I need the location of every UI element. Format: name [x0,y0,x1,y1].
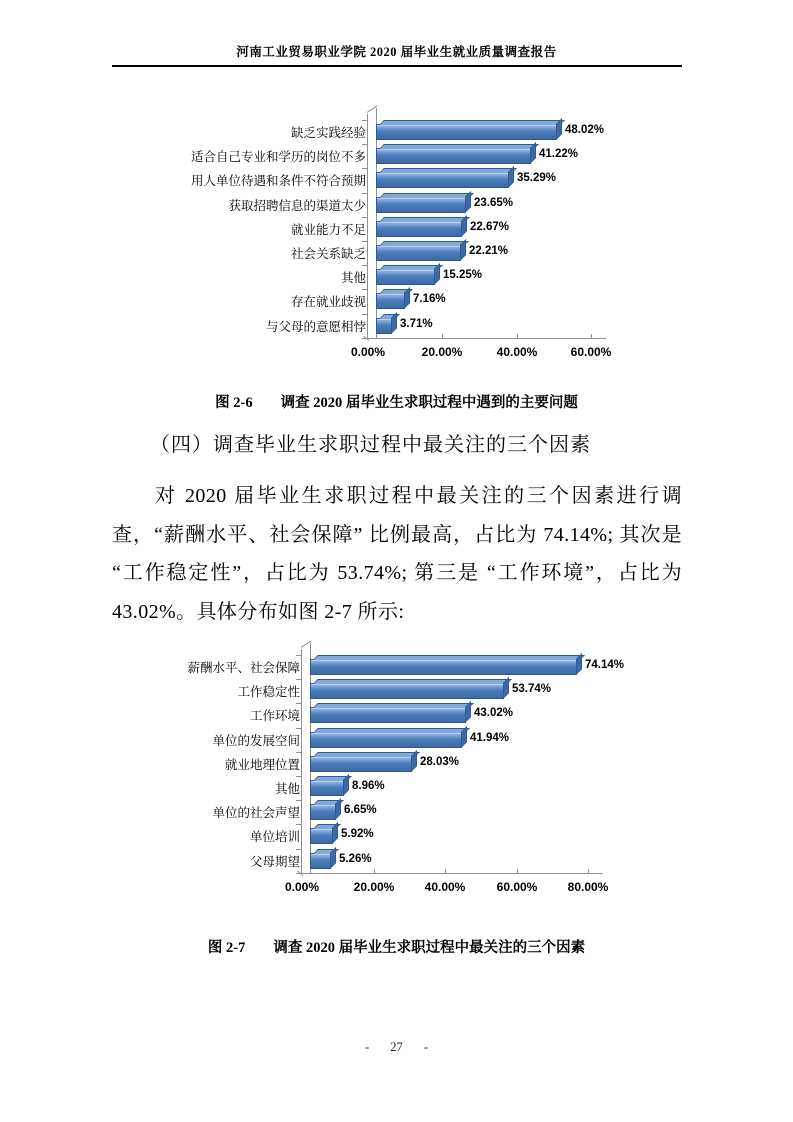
value-label: 3.71% [400,317,433,330]
category-label: 薪酬水平、社会保障 [187,661,300,676]
data-bar [376,172,509,188]
category-axis-line [367,114,368,338]
category-tick [362,120,367,121]
category-tick [296,728,301,729]
category-label: 适合自己专业和学历的岗位不多 [190,150,366,165]
category-tick [296,679,301,680]
category-tick [296,655,301,656]
x-axis-tick [517,869,518,873]
value-label: 8.96% [352,780,385,792]
category-label: 社会关系缺乏 [290,247,366,262]
figure-2-7-title: 调查 2020 届毕业生求职过程中最关注的三个因素 [273,940,586,956]
value-label: 35.29% [517,172,557,185]
value-label: 5.92% [341,828,374,841]
data-bar [376,293,405,309]
x-axis-tick [374,869,375,873]
x-tick-label: 60.00% [570,344,612,359]
data-bar [376,197,466,213]
category-axis-labels [168,120,366,338]
header-rule [112,65,682,67]
category-label: 就业地理位置 [224,757,300,772]
data-bar [376,148,531,164]
value-label: 5.26% [339,852,372,865]
category-label: 用人单位待遇和条件不符合预期 [190,174,366,189]
x-tick-label: 80.00% [567,879,609,894]
category-label: 单位的社会声望 [212,806,300,821]
category-tick [296,752,301,753]
figure-2-7-caption [0,936,793,957]
value-label: 43.02% [474,707,514,720]
data-bar [310,828,333,844]
value-label: 48.02% [565,124,605,136]
x-tick-label: 0.00% [284,879,320,894]
value-label: 15.25% [443,269,483,282]
data-bar [310,756,412,772]
data-bar [376,221,462,237]
data-bar [376,269,435,285]
page-footer [0,1040,793,1055]
category-label: 获取招聘信息的渠道太少 [228,198,366,213]
value-label: 53.74% [512,683,552,696]
category-tick [362,314,367,315]
x-tick-label: 40.00% [496,344,538,359]
page-header-title: 河南工业贸易职业学院 2020 届毕业生就业质量调查报告 [236,45,557,59]
x-tick-label: 60.00% [496,879,538,894]
category-tick [362,289,367,290]
category-tick [296,849,301,850]
value-label: 41.94% [470,731,510,744]
value-label: 74.14% [585,659,625,671]
x-tick-label: 20.00% [353,879,395,894]
category-axis-labels [168,655,300,873]
page-number: 27 [390,1040,403,1054]
x-axis-tick [445,869,446,873]
category-tick [296,776,301,777]
value-label: 23.65% [474,196,514,209]
value-label: 22.67% [470,220,510,233]
category-label: 工作稳定性 [237,685,300,700]
category-label: 就业能力不足 [290,222,366,237]
category-label: 缺乏实践经验 [290,126,366,141]
category-axis-line [301,649,302,873]
figure-2-6-title: 调查 2020 届毕业生求职过程中遇到的主要问题 [280,395,578,411]
category-label: 单位培训 [249,830,300,845]
category-label: 存在就业歧视 [290,295,366,310]
category-tick [362,217,367,218]
x-axis-baseline [301,873,603,874]
category-label: 父母期望 [249,854,300,869]
data-bar [310,804,336,820]
category-label: 单位的发展空间 [212,733,300,748]
data-bar [310,683,504,699]
footer-dash-left: - [364,1040,370,1054]
category-label: 与父母的意愿相悖 [265,319,366,334]
value-label: 22.21% [469,245,509,257]
data-bar [310,707,466,723]
x-axis-tick [588,869,589,873]
data-bar [376,245,461,261]
section-heading: （四）调查毕业生求职过程中最关注的三个因素 [150,434,591,456]
data-bar [310,780,344,796]
category-tick [362,144,367,145]
category-tick [362,168,367,169]
figure-2-6-caption [0,391,793,412]
value-label: 6.65% [344,804,377,817]
category-tick [362,265,367,266]
x-axis-baseline [367,338,606,339]
data-bar [310,853,331,869]
data-bar [376,124,557,140]
category-label: 其他 [274,782,300,797]
footer-dash-right: - [423,1040,429,1054]
x-axis-tick [442,334,443,338]
category-label: 工作环境 [249,709,300,724]
x-axis-tick [591,334,592,338]
x-axis-tick [517,334,518,338]
category-tick [296,703,301,704]
figure-2-7-label: 图 2-7 [207,940,246,956]
data-bar [376,318,392,334]
value-label: 7.16% [413,293,446,306]
x-tick-label: 20.00% [421,344,463,359]
data-bar [310,732,462,748]
data-bar [310,659,577,675]
value-label: 41.22% [539,148,579,161]
category-tick [362,241,367,242]
category-tick [296,824,301,825]
x-tick-label: 40.00% [424,879,466,894]
figure-2-6-label: 图 2-6 [215,395,253,411]
x-tick-label: 0.00% [350,344,386,359]
body-paragraph: 对 2020 届毕业生求职过程中最关注的三个因素进行调查，“薪酬水平、社会保障” 比例最高，占比为 74.14%; 其次是 “工作稳定性”，占比为 53.74%; 第三是 “工作环境”，占比为 43.02%。具体分布如图 2-7 所示: [112,485,682,623]
category-tick [296,800,301,801]
category-label: 其他 [340,271,366,286]
value-label: 28.03% [420,755,460,768]
category-tick [362,193,367,194]
